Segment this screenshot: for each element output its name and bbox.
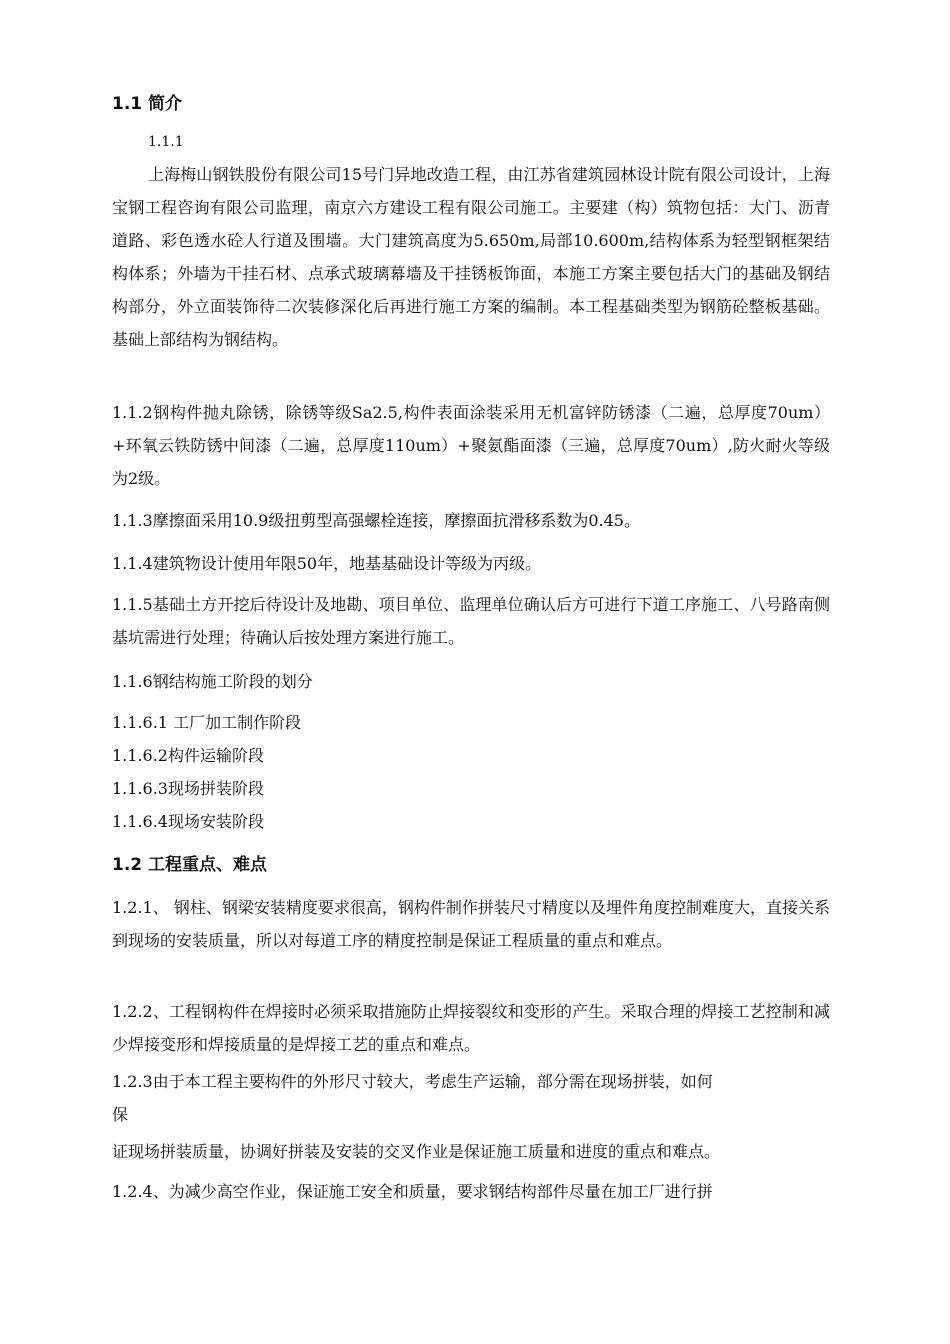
paragraph-1-2-1: 1.2.1、 钢柱、钢梁安装精度要求很高，钢构件制作拼装尺寸精度以及埋件角度控制难度大，直接关系到现场的安装质量，所以对每道工序的精度控制是保证工程质量的重点和难点。 xyxy=(112,898,830,950)
list-item-1-1-6-3: 1.1.6.3现场拼装阶段 xyxy=(112,779,264,798)
paragraph-1-1-5: 1.1.5基础土方开挖后待设计及地勘、项目单位、监理单位确认后方可进行下道工序施工、八号路南侧基坑需进行处理；待确认后按处理方案进行施工。 xyxy=(112,595,830,647)
subsection-number-1-1-1: 1.1.1 xyxy=(148,134,184,150)
paragraph-1-1-3: 1.1.3摩擦面采用10.9级扭剪型高强螺栓连接，摩擦面抗滑移系数为0.45。 xyxy=(112,511,640,530)
section-heading-1-1: 1.1 简介 xyxy=(112,94,183,114)
paragraph-1-1-1: 上海梅山钢铁股份有限公司15号门异地改造工程，由江苏省建筑园林设计院有限公司设计，上海宝钢工程咨询有限公司监理，南京六方建设工程有限公司施工。主要建（构）筑物包括：大门、沥青道路、彩色透水砼人行道及围墙。大门建筑高度为5.650m,局部10.600m,结构体系为轻型钢框架结构体系；外墙为干挂石材、点承式玻璃幕墙及干挂锈板饰面，本施工方案主要包括大门的基础及钢结构部分，外立面装饰待二次装修深化后再进行施工方案的编制。本工程基础类型为钢筋砼整板基础。基础上部结构为钢结构。 xyxy=(112,165,830,349)
paragraph-1-1-2: 1.1.2钢构件抛丸除锈，除锈等级Sa2.5,构件表面涂装采用无机富锌防锈漆（二遍，总厚度70um）+环氧云铁防锈中间漆（二遍，总厚度110um）+聚氨酯面漆（三遍，总厚度70um）,防火耐火等级为2级。 xyxy=(112,403,830,488)
list-item-1-1-6-4: 1.1.6.4现场安装阶段 xyxy=(112,812,264,831)
paragraph-1-2-4: 1.2.4、为减少高空作业，保证施工安全和质量，要求钢结构部件尽量在加工厂进行拼 xyxy=(112,1182,713,1201)
paragraph-1-2-3-line-3: 证现场拼装质量，协调好拼装及安装的交叉作业是保证施工质量和进度的重点和难点。 xyxy=(112,1142,721,1161)
paragraph-1-2-3-line-2: 保 xyxy=(112,1105,129,1124)
paragraph-1-2-3-line-1: 1.2.3由于本工程主要构件的外形尺寸较大，考虑生产运输，部分需在现场拼装，如何 xyxy=(112,1072,713,1091)
list-item-1-1-6-1: 1.1.6.1 工厂加工制作阶段 xyxy=(112,713,302,732)
paragraph-1-2-2: 1.2.2、工程钢构件在焊接时必须采取措施防止焊接裂纹和变形的产生。采取合理的焊接工艺控制和减少焊接变形和焊接质量的是焊接工艺的重点和难点。 xyxy=(112,1002,830,1054)
paragraph-1-1-6: 1.1.6钢结构施工阶段的划分 xyxy=(112,672,313,691)
list-item-1-1-6-2: 1.1.6.2构件运输阶段 xyxy=(112,746,264,765)
paragraph-1-1-4: 1.1.4建筑物设计使用年限50年，地基基础设计等级为丙级。 xyxy=(112,554,542,573)
section-heading-1-2: 1.2 工程重点、难点 xyxy=(112,855,268,875)
